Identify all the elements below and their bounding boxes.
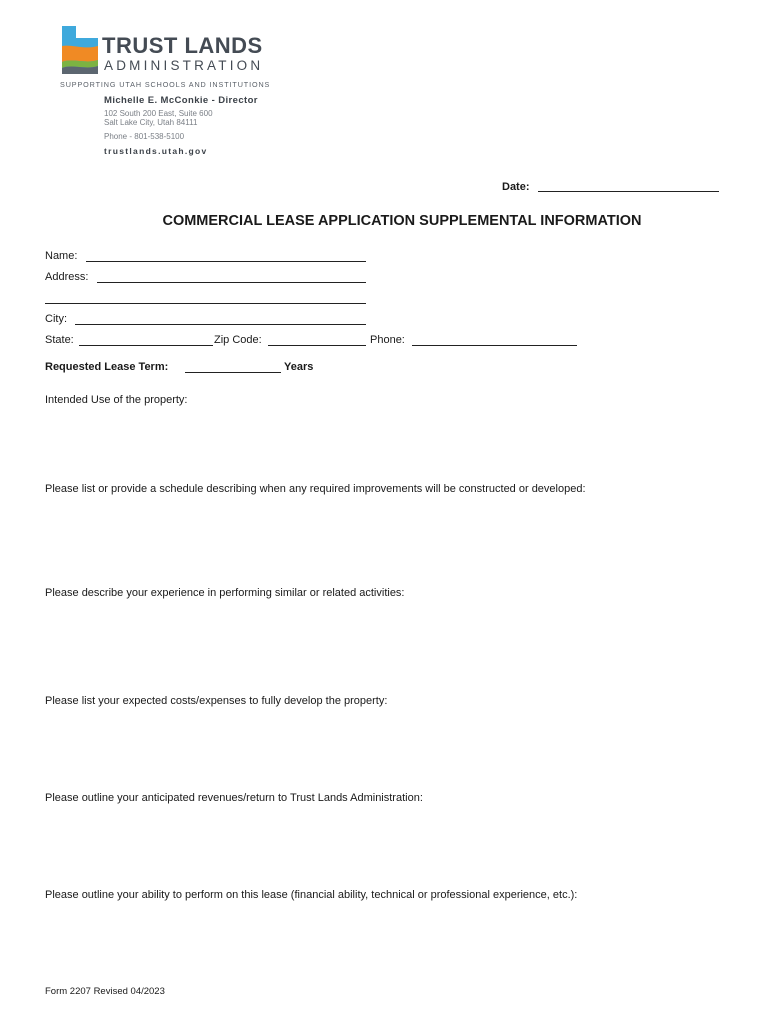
question-costs: Please list your expected costs/expenses to fully develop the property: xyxy=(45,695,388,707)
state-label: State: xyxy=(45,334,74,346)
address-field[interactable] xyxy=(97,282,366,283)
city-label: City: xyxy=(45,313,67,325)
logo-title: TRUST LANDS xyxy=(102,33,263,58)
question-experience: Please describe your experience in performing similar or related activities: xyxy=(45,587,405,599)
question-revenues: Please outline your anticipated revenues/return to Trust Lands Administration: xyxy=(45,792,423,804)
director-name: Michelle E. McConkie - Director xyxy=(104,95,258,106)
phone-label: Phone: xyxy=(370,334,405,346)
address-field-line2[interactable] xyxy=(45,303,366,304)
logo-subtitle: ADMINISTRATION xyxy=(104,58,264,73)
question-ability: Please outline your ability to perform on this lease (financial ability, technical or professional experience, etc.): xyxy=(45,889,578,901)
lease-term-field[interactable] xyxy=(185,372,281,373)
state-field[interactable] xyxy=(79,345,213,346)
utah-logo-icon xyxy=(58,26,98,74)
name-field[interactable] xyxy=(86,261,366,262)
address-line1: 102 South 200 East, Suite 600 xyxy=(104,109,213,118)
zip-field[interactable] xyxy=(268,345,366,346)
date-field[interactable] xyxy=(538,191,719,192)
question-intended-use: Intended Use of the property: xyxy=(45,394,188,406)
lease-term-label: Requested Lease Term: xyxy=(45,361,169,373)
website-link[interactable]: trustlands.utah.gov xyxy=(104,146,208,156)
address-label: Address: xyxy=(45,271,89,283)
logo-tagline: SUPPORTING UTAH SCHOOLS AND INSTITUTIONS xyxy=(60,80,271,89)
city-field[interactable] xyxy=(75,324,366,325)
form-number-footer: Form 2207 Revised 04/2023 xyxy=(45,986,165,997)
phone-number: Phone - 801-538-5100 xyxy=(104,132,185,141)
years-label: Years xyxy=(284,361,314,373)
name-label: Name: xyxy=(45,250,78,262)
form-title: COMMERCIAL LEASE APPLICATION SUPPLEMENTAL INFORMATION xyxy=(162,213,642,229)
address-line2: Salt Lake City, Utah 84111 xyxy=(104,118,198,127)
phone-field[interactable] xyxy=(412,345,577,346)
zip-label: Zip Code: xyxy=(214,334,262,346)
date-label: Date: xyxy=(502,181,530,193)
question-improvements-schedule: Please list or provide a schedule describing when any required improvements will be constructed or developed: xyxy=(45,483,586,495)
